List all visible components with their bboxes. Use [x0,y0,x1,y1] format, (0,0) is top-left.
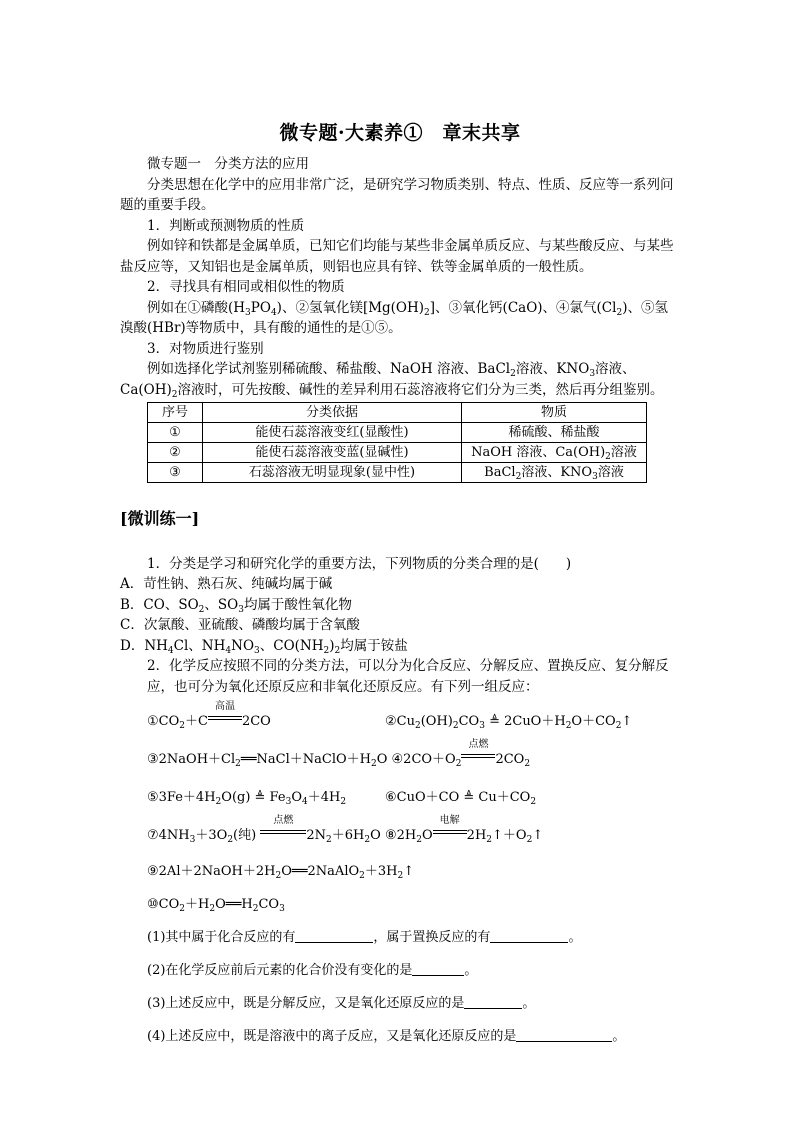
sub-question-4: (4)上述反应中，既是溶液中的离子反应，又是氧化还原反应的是 。 [147,1029,626,1044]
equation-10: $⑩CO_2+H_2O══H_2CO_3$ [147,897,285,914]
answer-blank[interactable] [295,928,373,943]
point-3-body: 例如选择化学试剂鉴别稀硫酸、稀盐酸、NaOH 溶液、BaCl$_2$溶液、$KNO_3$溶液、$Ca(OH)_2$溶液时，可先按酸、碱性的差异利用石蕊溶液将它们分为三类，然后再分组鉴别。 [120,361,664,400]
sub-question-3: (3)上述反应中，既是分解反应，又是氧化还原反应的是 。 [147,996,536,1011]
table-cell: ③ [148,463,203,483]
equation-6: ⑥CuO＋CO ≜ $Cu+CO_2$ [385,789,537,807]
table-header: 序号 [148,403,203,423]
table-cell: BaCl$_2$溶液、$KNO_3$溶液 [462,463,647,483]
option-c: C．次氯酸、亚硫酸、磷酸均属于含氧酸 [120,617,360,633]
point-1-heading: 1．判断或预测物质的性质 [147,217,305,234]
point-3-heading: 3．对物质进行鉴别 [147,340,264,357]
section-heading: [微训练一] [120,509,200,528]
table-header: 物质 [462,403,647,423]
equation-row [147,811,680,849]
equation-9: $⑨2Al+2NaOH+2H_2O══2NaAlO_2+3H_2↑$ [147,864,415,881]
sub-question-1: (1)其中属于化合反应的有 ，属于置换反应的有 。 [147,930,582,945]
table-header-row [148,403,647,423]
option-a: A．苛性钠、熟石灰、纯碱均属于碱 [120,576,333,592]
answer-blank[interactable] [464,994,522,1009]
page-title: 微专题·大素养① 章末共享 [279,122,521,144]
equation-row [147,735,680,773]
point-2-heading: 2．寻找具有相同或相似性的物质 [147,279,345,295]
table-row [148,423,647,443]
table-cell: 石蕊溶液无明显现象(显中性) [203,463,462,483]
table-cell: NaOH 溶液、$Ca(OH)_2$溶液 [462,443,647,463]
sub-question-2: (2)在化学反应前后元素的化合价没有变化的是 。 [147,963,478,978]
equation-2: $②Cu_2(OH)_2CO_3$ ≜ $2CuO+H_2O+CO_2↑$ [385,713,633,731]
document-page [120,118,680,1060]
question-2-stem: 2．化学反应按照不同的分类方法，可以分为化合反应、分解反应、置换反应、复分解反应，也可分为氧化还原反应和非氧化还原反应。有下列一组反应： [147,658,669,695]
table-cell: ① [148,423,203,443]
table-header: 分类依据 [203,403,462,423]
answer-blank[interactable] [490,928,568,943]
question-1-stem: 1．分类是学习和研究化学的重要方法，下列物质的分类合理的是( ) [147,555,572,572]
answer-blank[interactable] [412,961,464,976]
option-b: B．CO、$SO_2$、$SO_3$均属于酸性氧化物 [120,596,352,615]
classification-table [147,402,647,483]
point-2-body: 例如在①磷酸$(H_3PO_4)$、②氢氧化镁$[Mg(OH)_2]$、③氧化钙(CaO)、④氯气$(Cl_2)$、⑤氢溴酸(HBr)等物质中，具有酸的通性的是①⑤。 [120,299,668,336]
equation-1: $①CO_2+C$ 高温 2CO [147,700,271,731]
equation-3: $③2NaOH+Cl_2══NaCl+NaClO+H_2O$ $④2CO+O_2$ 点燃 $2CO_2$ [147,738,531,769]
option-d: D．$NH_4Cl$、$NH_4NO_3$、$CO(NH_2)_2$均属于铵盐 [120,637,408,656]
point-1-body: 例如锌和铁都是金属单质，已知它们均能与某些非金属单质反应、与某些酸反应、与某些盐反应等，又知铝也是金属单质，则铝也应具有锌、铁等金属单质的一般性质。 [120,238,674,275]
equation-row [147,773,680,811]
equation-5: $⑤3Fe+4H_2O(g)$ ≜ $Fe_3O_4+4H_2$ [147,789,347,807]
answer-blank[interactable] [516,1027,612,1042]
equation-8: $⑧2H_2O$ 电解 $2H_2↑+O_2↑$ [385,814,544,845]
topic-intro: 分类思想在化学中的应用非常广泛，是研究学习物质类别、特点、性质、反应等一系列问题的重要手段。 [120,176,674,213]
table-cell: 能使石蕊溶液变红(显酸性) [203,423,462,443]
table-cell: 稀硫酸、稀盐酸 [462,423,647,443]
topic-heading: 微专题一 分类方法的应用 [147,156,309,172]
table-row [148,463,647,483]
table-row [148,443,647,463]
equation-7: $⑦4NH_3+3O_2$(纯) 点燃 $2N_2+6H_2O$ [147,814,381,845]
equation-row [147,697,680,735]
table-cell: ② [148,443,203,463]
table-cell: 能使石蕊溶液变蓝(显碱性) [203,443,462,463]
